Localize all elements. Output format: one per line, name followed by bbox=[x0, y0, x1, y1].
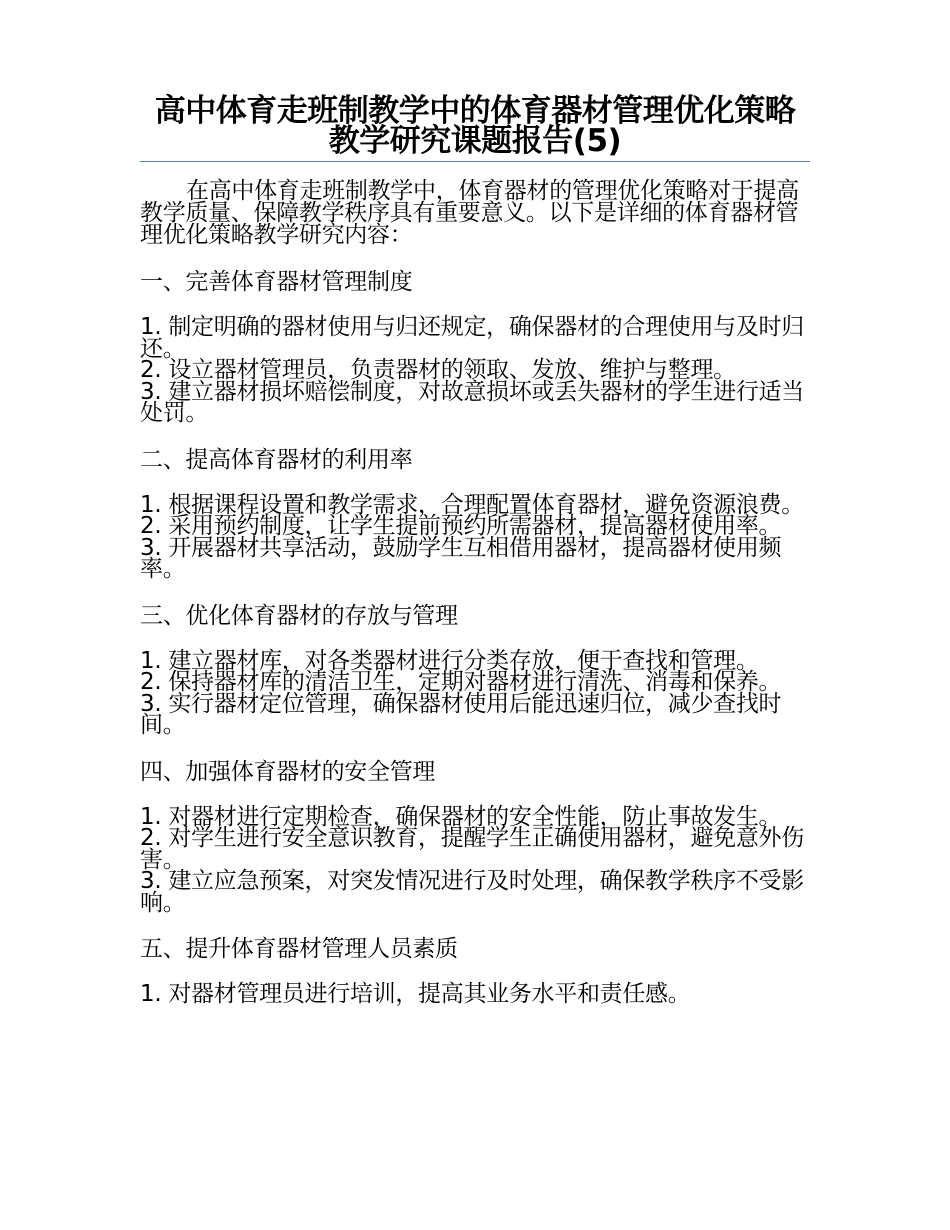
list-item: 1. 对器材管理员进行培训，提高其业务水平和责任感。 bbox=[140, 981, 691, 1007]
list-item: 3. 开展器材共享活动，鼓励学生互相借用器材，提高器材使用频率。 bbox=[140, 534, 782, 582]
list-item: 2. 保持器材库的清洁卫生，定期对器材进行清洗、消毒和保养。 bbox=[140, 669, 782, 695]
list-item: 1. 根据课程设置和教学需求，合理配置体育器材，避免资源浪费。 bbox=[140, 491, 804, 518]
title-underline bbox=[140, 161, 810, 162]
section-1 bbox=[140, 269, 810, 425]
section-heading: 五、提升体育器材管理人员素质 bbox=[140, 936, 458, 962]
list-item: 3. 建立应急预案，对突发情况进行及时处理，确保教学秩序不受影响。 bbox=[140, 868, 804, 916]
list-item: 3. 建立器材损坏赔偿制度，对故意损坏或丢失器材的学生进行适当处罚。 bbox=[140, 378, 804, 426]
list-item: 1. 制定明确的器材使用与归还规定，确保器材的合理使用与及时归还。 bbox=[140, 314, 804, 362]
title-block bbox=[140, 93, 810, 159]
list-item: 2. 设立器材管理员，负责器材的领取、发放、维护与整理。 bbox=[140, 357, 736, 383]
section-item-list bbox=[140, 981, 810, 1007]
list-item: 1. 建立器材库，对各类器材进行分类存放，便于查找和管理。 bbox=[140, 647, 759, 674]
section-item-list bbox=[140, 647, 810, 738]
intro-paragraph: 在高中体育走班制教学中，体育器材的管理优化策略对于提高教学质量、保障教学秩序具有重要意义。以下是详细的体育器材管理优化策略教学研究内容： bbox=[140, 178, 799, 248]
section-heading: 四、加强体育器材的安全管理 bbox=[140, 758, 436, 785]
section-item-list bbox=[140, 803, 810, 916]
section-item-list bbox=[140, 491, 810, 582]
document-title: 高中体育走班制教学中的体育器材管理优化策略教学研究课题报告(5) bbox=[154, 93, 796, 159]
document-body bbox=[140, 180, 810, 1028]
section-heading: 二、提高体育器材的利用率 bbox=[140, 446, 413, 473]
list-item: 3. 实行器材定位管理，确保器材使用后能迅速归位，减少查找时间。 bbox=[140, 690, 782, 738]
section-2 bbox=[140, 447, 810, 581]
section-heading: 三、优化体育器材的存放与管理 bbox=[140, 602, 458, 629]
section-item-list bbox=[140, 314, 810, 426]
list-item: 2. 采用预约制度，让学生提前预约所需器材，提高器材使用率。 bbox=[140, 513, 782, 539]
section-5 bbox=[140, 936, 810, 1006]
section-heading: 一、完善体育器材管理制度 bbox=[140, 269, 413, 295]
section-3 bbox=[140, 603, 810, 737]
list-item: 2. 对学生进行安全意识教育，提醒学生正确使用器材，避免意外伤害。 bbox=[140, 825, 804, 873]
list-item: 1. 对器材进行定期检查，确保器材的安全性能，防止事故发生。 bbox=[140, 803, 782, 830]
section-4 bbox=[140, 759, 810, 915]
